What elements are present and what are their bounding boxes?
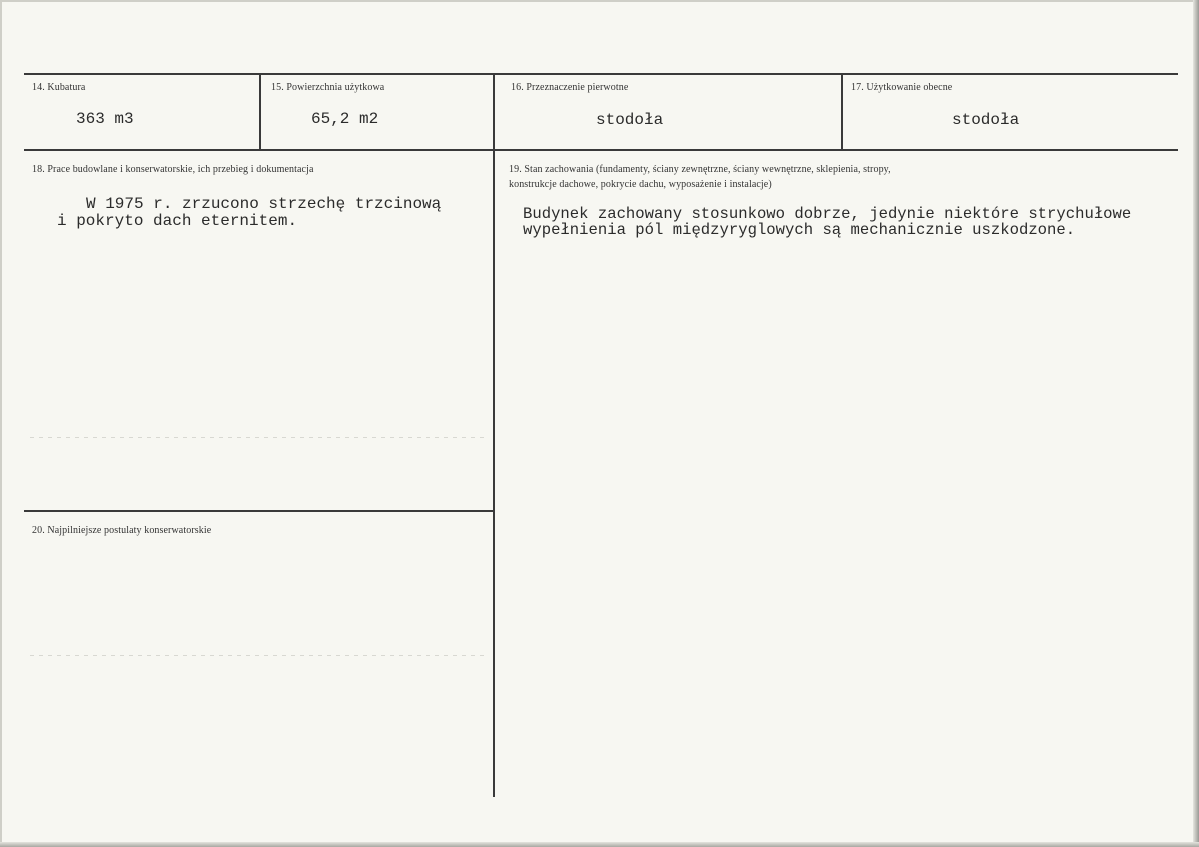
przeznaczenie-value: stodoła — [596, 111, 664, 129]
faint-rule — [30, 437, 485, 438]
faint-rule — [30, 655, 485, 656]
row-divider — [24, 149, 1178, 151]
prace-label: 18. Prace budowlane i konserwatorskie, ich przebieg i dokumentacja — [32, 164, 314, 175]
card-edge-right — [1193, 0, 1199, 847]
kubatura-value: 363 m3 — [76, 110, 134, 128]
powierzchnia-label: 15. Powierzchnia użytkowa — [271, 82, 385, 93]
postulaty-label: 20. Najpilniejsze postulaty konserwatorskie — [32, 525, 212, 536]
stan-line-2: wypełnienia pól międzyryglowych są mechanicznie uszkodzone. — [523, 221, 1076, 239]
prace-line-2: i pokryto dach eternitem. — [57, 212, 298, 230]
uzytkowanie-value: stodoła — [952, 111, 1020, 129]
col-divider-3 — [841, 75, 843, 149]
stan-label-line-1: 19. Stan zachowania (fundamenty, ściany zewnętrzne, ściany wewnętrzne, sklepienia, stropy, — [509, 164, 891, 175]
top-rule — [24, 73, 1178, 75]
powierzchnia-value: 65,2 m2 — [311, 110, 379, 128]
kubatura-label: 14. Kubatura — [32, 82, 86, 93]
stan-label-line-2: konstrukcje dachowe, pokrycie dachu, wyposażenie i instalacje) — [509, 179, 772, 190]
prace-line-1: W 1975 r. zrzucono strzechę trzcinową — [86, 195, 442, 213]
stan-line-1: Budynek zachowany stosunkowo dobrze, jedynie niektóre strychułowe — [523, 205, 1132, 223]
left-section-divider — [24, 510, 493, 512]
col-divider-1 — [259, 75, 261, 149]
przeznaczenie-label: 16. Przeznaczenie pierwotne — [511, 82, 629, 93]
col-divider-2 — [493, 75, 495, 797]
uzytkowanie-label: 17. Użytkowanie obecne — [851, 82, 953, 93]
card-edge-bottom — [0, 842, 1199, 847]
